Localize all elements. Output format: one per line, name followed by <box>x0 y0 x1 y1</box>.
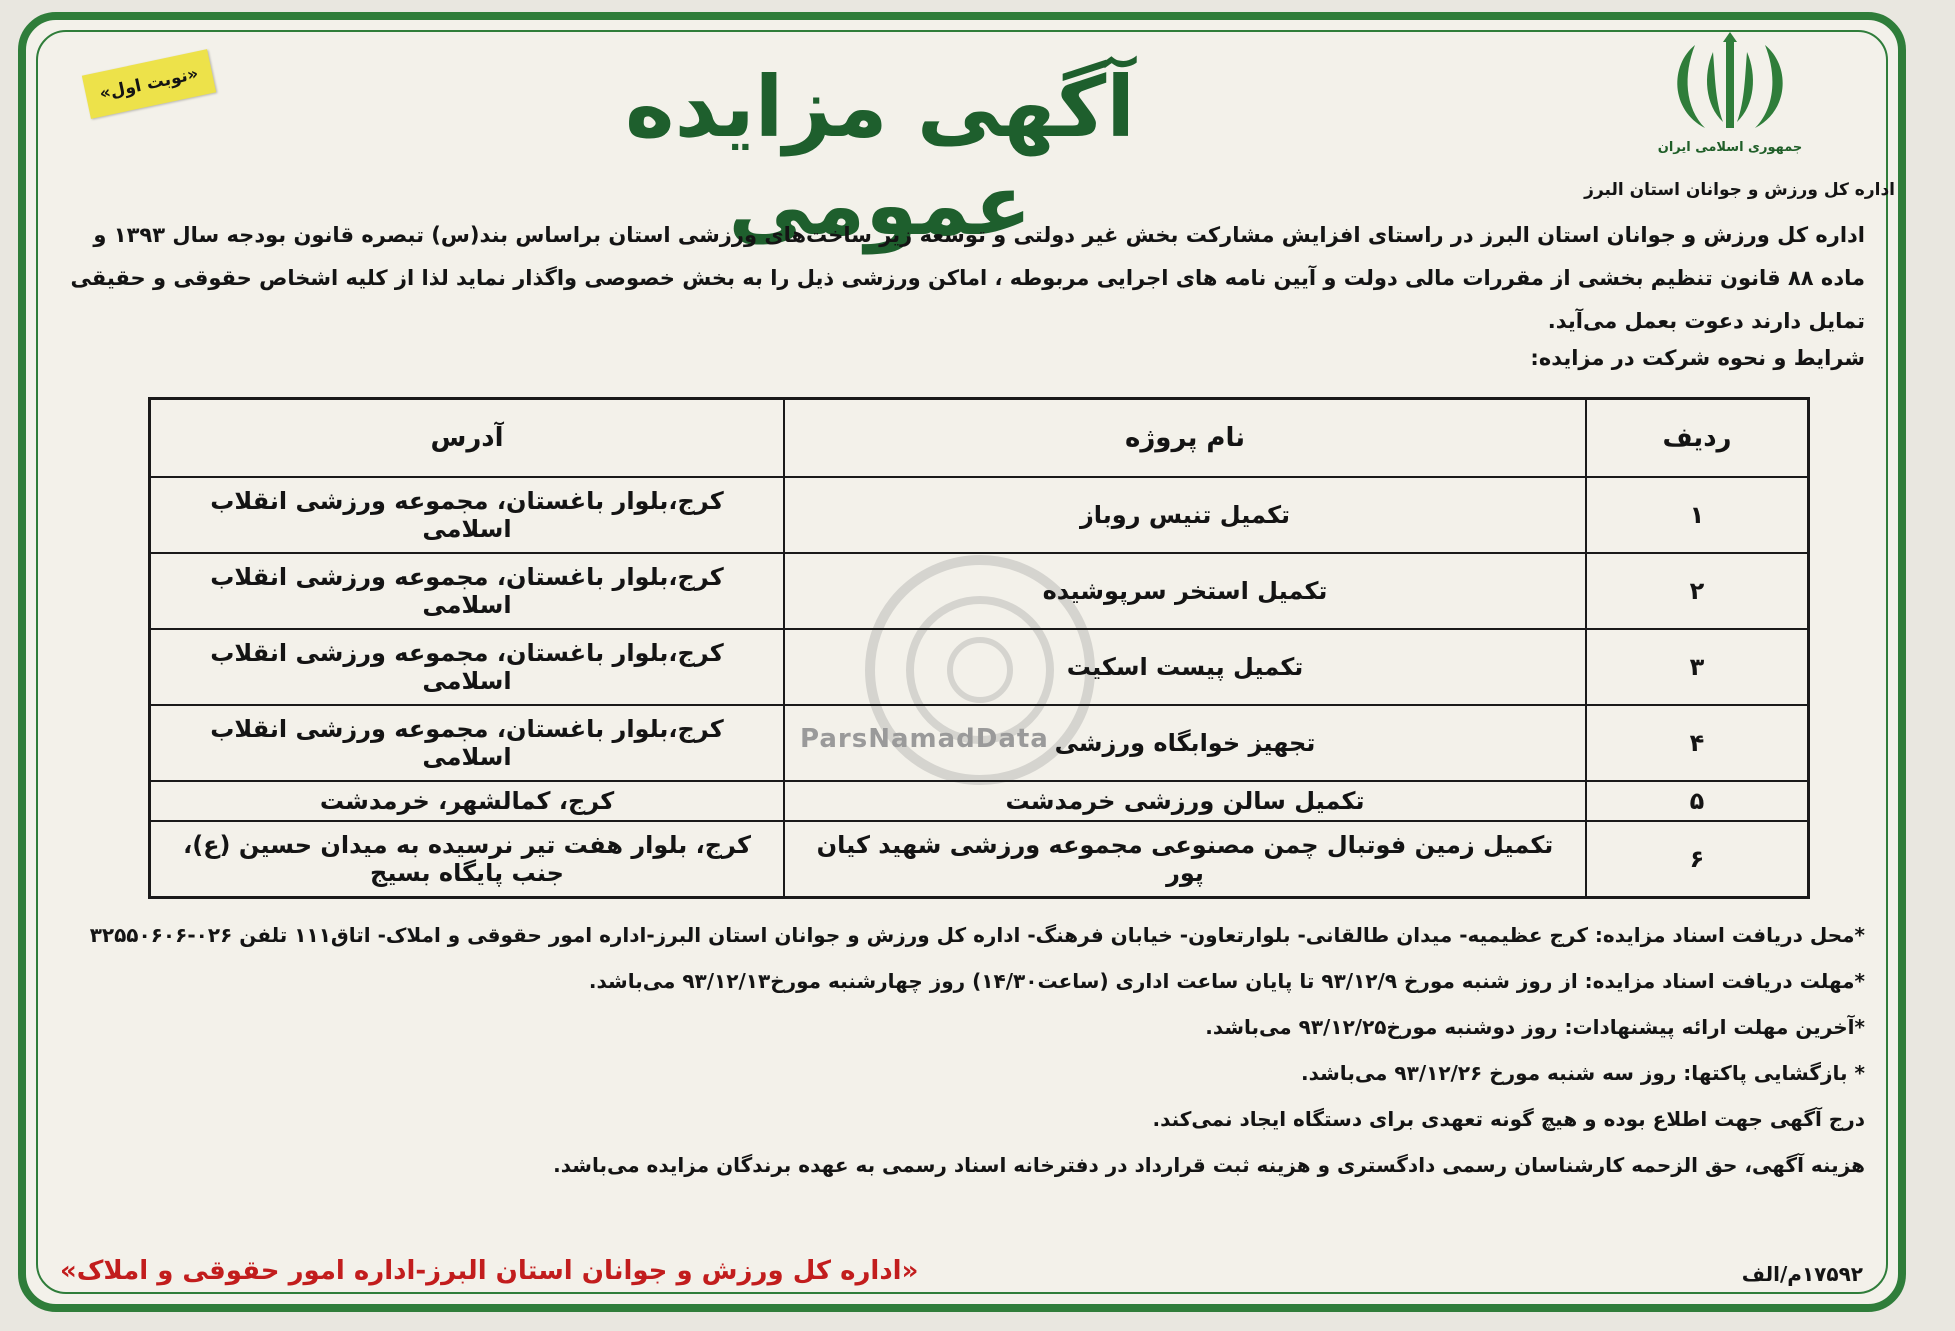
note-opening: * بازگشایی پاکتها: روز سه شنبه مورخ ۹۳/۱۲/۲۶ می‌باشد. <box>1300 1061 1865 1085</box>
table-row <box>150 781 1809 820</box>
row-address: کرج،بلوار باغستان، مجموعه ورزشی انقلاب اسلامی <box>150 629 785 705</box>
reference-number: ۱۷۵۹۲م/الف <box>1741 1262 1863 1286</box>
note-disclaimer: درج آگهی جهت اطلاع بوده و هیچ گونه تعهدی برای دستگاه ایجاد نمی‌کند. <box>1152 1107 1865 1131</box>
row-project-name: تکمیل تنیس روباز <box>784 477 1586 553</box>
emblem <box>1655 30 1805 170</box>
first-round-badge: «نوبت اول» <box>82 49 216 119</box>
watermark-text: ParsNamadData <box>800 724 1049 754</box>
intro-paragraph: اداره کل ورزش و جوانان استان البرز در راستای افزایش مشارکت بخش غیر دولتی و توسعه زیر ساخت‌های ورزشی استان براساس بند(س) تبصره قانون بودجه سال ۱۳۹۳ و ماده ۸۸ قانون تنظیم بخشی از مقررات مالی دولت و آیین نامه های اجرایی مربوطه ، اماکن ورزشی ذیل را به بخش خصوصی واگذار نماید لذا از کلیه اشخاص حقوقی و حقیقی تمایل دارند دعوت بعمل می‌آید. <box>70 223 1865 333</box>
header-address: آدرس <box>150 399 785 478</box>
row-address: کرج، کمالشهر، خرمدشت <box>150 781 785 820</box>
table-row <box>150 477 1809 553</box>
note-location: *محل دریافت اسناد مزایده: کرج عظیمیه- میدان طالقانی- بلوارتعاون- خیابان فرهنگ- اداره کل ورزش و جوانان استان البرز-اداره امور حقوقی و املاک- اتاق۱۱۱ تلفن ۰۲۶-۳۲۵۵۰۶۰۶ <box>89 923 1865 947</box>
row-radif: ۳ <box>1586 629 1809 705</box>
emblem-caption: جمهوری اسلامی ایران <box>1657 140 1803 155</box>
note-deadline-docs: *مهلت دریافت اسناد مزایده: از روز شنبه مورخ ۹۳/۱۲/۹ تا پایان ساعت اداری (ساعت۱۴/۳۰) روز چهارشنبه مورخ۹۳/۱۲/۱۳ می‌باشد. <box>588 969 1865 993</box>
row-radif: ۵ <box>1586 781 1809 820</box>
row-project-name: تکمیل استخر سرپوشیده <box>784 553 1586 629</box>
table-row <box>150 629 1809 705</box>
row-project-name: تکمیل پیست اسکیت <box>784 629 1586 705</box>
header-project-name: نام پروژه <box>784 399 1586 478</box>
row-address: کرج، بلوار هفت تیر نرسیده به میدان حسین (ع)، جنب پایگاه بسیج <box>150 821 785 898</box>
row-radif: ۶ <box>1586 821 1809 898</box>
header-radif: ردیف <box>1586 399 1809 478</box>
row-project-name: تکمیل زمین فوتبال چمن مصنوعی مجموعه ورزشی شهید کیان پور <box>784 821 1586 898</box>
table-row <box>150 821 1809 898</box>
row-address: کرج،بلوار باغستان، مجموعه ورزشی انقلاب اسلامی <box>150 705 785 781</box>
org-name: اداره کل ورزش و جوانان استان البرز <box>1584 180 1895 200</box>
row-address: کرج،بلوار باغستان، مجموعه ورزشی انقلاب اسلامی <box>150 477 785 553</box>
notes-section <box>65 912 1865 1188</box>
iran-emblem-icon <box>1665 30 1795 140</box>
page-title: آگهی مزایده عمومی <box>624 58 1136 254</box>
row-radif: ۲ <box>1586 553 1809 629</box>
conditions-label: شرایط و نحوه شرکت در مزایده: <box>1530 346 1865 370</box>
row-radif: ۱ <box>1586 477 1809 553</box>
note-costs: هزینه آگهی، حق الزحمه کارشناسان رسمی دادگستری و هزینه ثبت قرارداد در دفترخانه اسناد رسمی به عهده برندگان مزایده می‌باشد. <box>553 1153 1865 1177</box>
row-address: کرج،بلوار باغستان، مجموعه ورزشی انقلاب اسلامی <box>150 553 785 629</box>
footer-org: «اداره کل ورزش و جوانان استان البرز-اداره امور حقوقی و املاک» <box>60 1256 919 1286</box>
note-deadline-offers: *آخرین مهلت ارائه پیشنهادات: روز دوشنبه مورخ۹۳/۱۲/۲۵ می‌باشد. <box>1205 1015 1865 1039</box>
table-row <box>150 705 1809 781</box>
row-project-name: تجهیز خوابگاه ورزشی <box>784 705 1586 781</box>
row-radif: ۴ <box>1586 705 1809 781</box>
projects-table <box>148 397 1810 899</box>
table-header-row <box>150 399 1809 478</box>
table-row <box>150 553 1809 629</box>
row-project-name: تکمیل سالن ورزشی خرمدشت <box>784 781 1586 820</box>
